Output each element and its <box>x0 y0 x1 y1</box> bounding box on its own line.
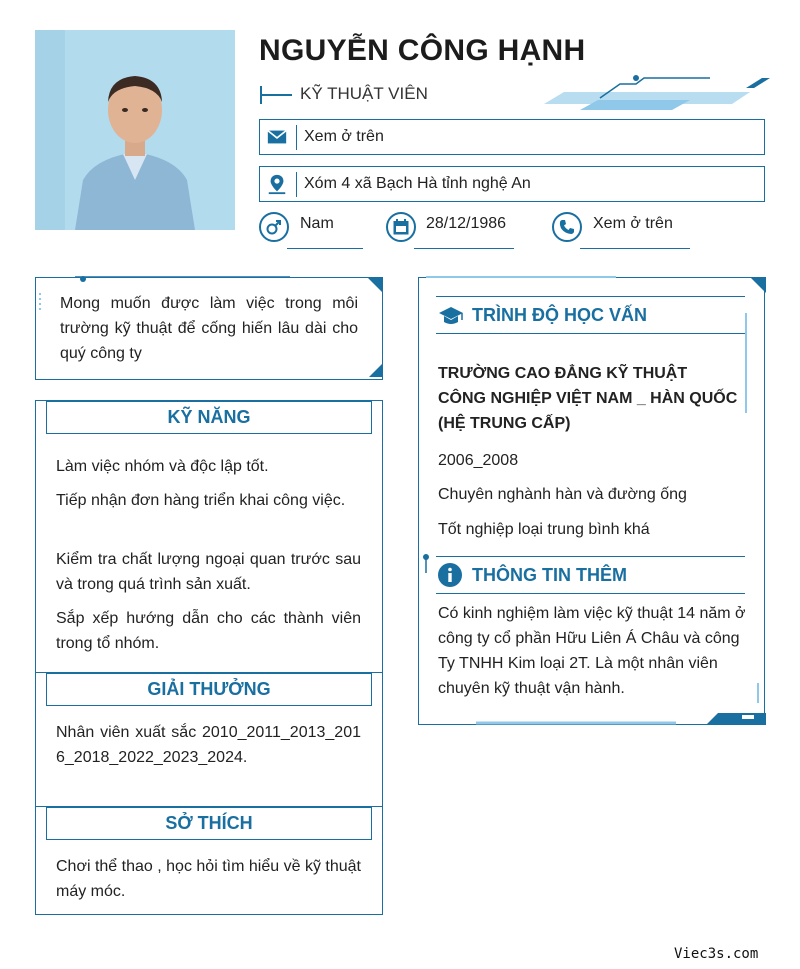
education-major: Chuyên nghành hàn và đường ống <box>438 486 687 503</box>
graduation-cap-icon <box>438 305 464 327</box>
address-row <box>259 166 765 202</box>
phone-value: Xem ở trên <box>593 215 673 232</box>
additional-title: THÔNG TIN THÊM <box>472 565 627 585</box>
profile-photo <box>35 30 235 230</box>
circuit-decoration <box>540 74 772 114</box>
footer-watermark: Viec3s.com <box>674 946 759 962</box>
email-value: Xem ở trên <box>304 128 384 145</box>
school-name: TRƯỜNG CAO ĐẲNG KỸ THUẬT CÔNG NGHIỆP VIỆT NAM _ HÀN QUỐC (HỆ TRUNG CẤP) <box>438 365 738 432</box>
objective-text: Mong muốn được làm việc trong môi trường kỹ thuật để cống hiến lâu dài cho quý công ty <box>60 295 358 362</box>
awards-text: Nhân viên xuất sắc 2010_2011_2013_2016_2018_2022_2023_2024. <box>56 724 361 766</box>
job-title: KỸ THUẬT VIÊN <box>300 84 428 103</box>
gender-icon <box>259 212 289 242</box>
underline <box>414 248 514 249</box>
additional-text: Có kinh nghiệm làm việc kỹ thuật 14 năm ở công ty cổ phần Hữu Liên Á Châu và công Ty TNHH Kim loại 2T. Là một nhân viên chuyên kỹ thuật vận hành. <box>438 605 746 697</box>
education-result: Tốt nghiệp loại trung bình khá <box>438 521 650 538</box>
education-header <box>436 296 745 334</box>
separator <box>296 172 297 197</box>
envelope-icon <box>266 126 288 148</box>
separator <box>296 125 297 150</box>
address-value: Xóm 4 xã Bạch Hà tỉnh nghệ An <box>304 175 531 192</box>
hobbies-text: Chơi thể thao , học hỏi tìm hiểu về kỹ thuật máy móc. <box>56 858 361 900</box>
gender-value: Nam <box>300 215 334 232</box>
info-icon <box>437 562 463 588</box>
birthday-value: 28/12/1986 <box>426 215 507 232</box>
email-row <box>259 119 765 155</box>
additional-header <box>436 556 745 594</box>
skill-item: Làm việc nhóm và độc lập tốt. <box>56 458 269 475</box>
skill-item: Tiếp nhận đơn hàng triển khai công việc. <box>56 492 346 509</box>
phone-icon <box>552 212 582 242</box>
full-name: NGUYỄN CÔNG HẠNH <box>259 34 586 67</box>
role-decoration-line <box>260 94 292 96</box>
skill-item: Kiểm tra chất lượng ngoại quan trước sau và trong quá trình sản xuất. <box>56 551 361 593</box>
hobbies-title: SỞ THÍCH <box>46 807 372 840</box>
skills-title: KỸ NĂNG <box>46 401 372 434</box>
education-title: TRÌNH ĐỘ HỌC VẤN <box>472 305 647 325</box>
location-pin-icon <box>266 173 288 195</box>
underline <box>287 248 363 249</box>
education-period: 2006_2008 <box>438 452 519 469</box>
calendar-icon <box>386 212 416 242</box>
skill-item: Sắp xếp hướng dẫn cho các thành viên trong tổ nhóm. <box>56 610 361 652</box>
underline <box>580 248 690 249</box>
awards-title: GIẢI THƯỞNG <box>46 673 372 706</box>
